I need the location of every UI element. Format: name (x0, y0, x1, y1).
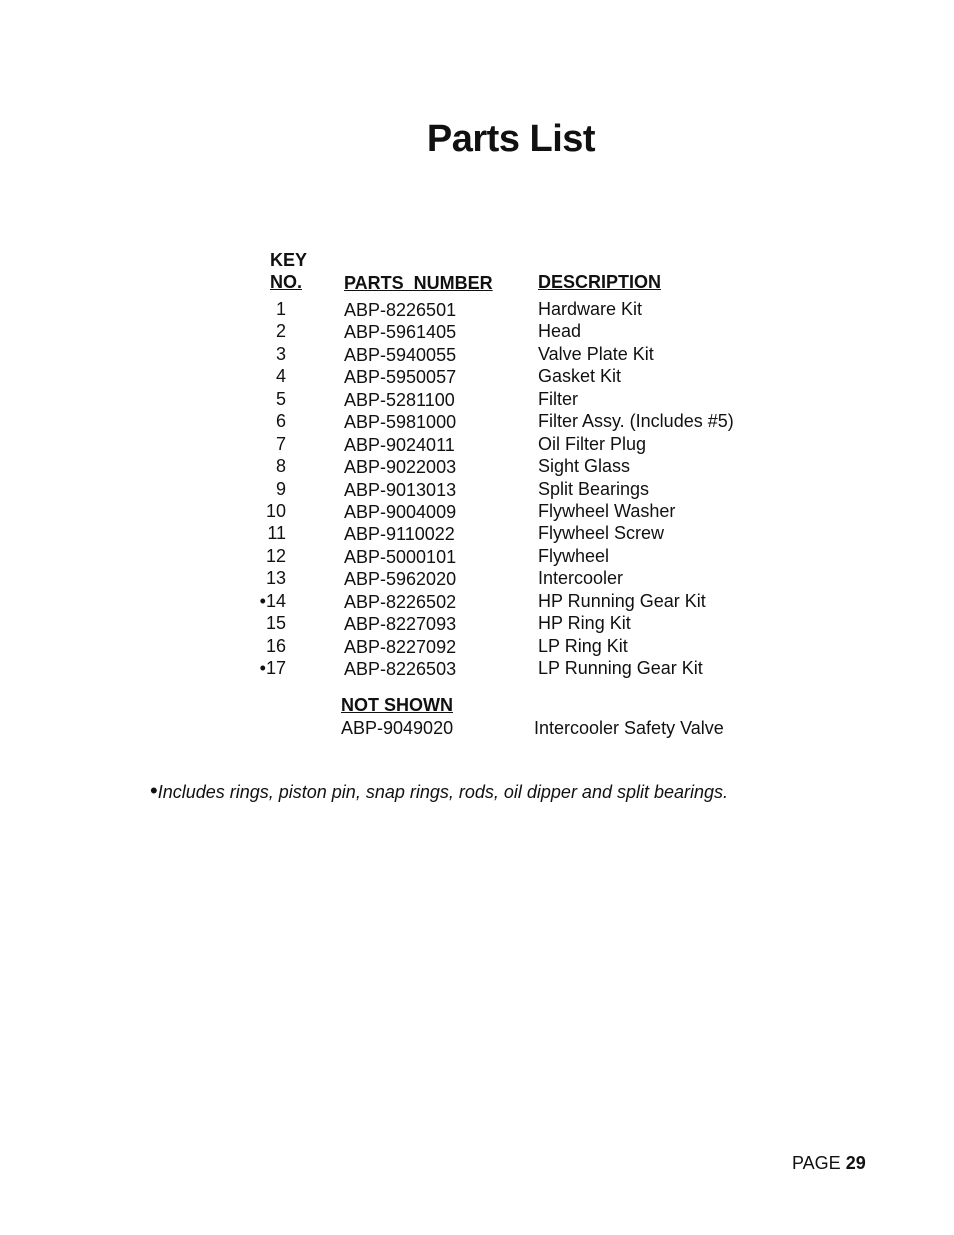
table-row (0, 479, 954, 501)
not-shown-heading: NOT SHOWN (341, 695, 453, 715)
part-number-header: PARTS NUMBER (344, 273, 493, 293)
key-cell: 8 (275, 456, 286, 477)
part-number-cell: ABP-9013013 (344, 479, 457, 500)
not-shown-description: Intercooler Safety Valve (534, 718, 724, 738)
table-row (0, 636, 954, 658)
description-cell: Split Bearings (538, 478, 650, 499)
description-cell: Hardware Kit (538, 299, 643, 319)
table-row (0, 568, 954, 590)
description-cell: HP Running Gear Kit (538, 590, 706, 611)
key-cell: •14 (259, 590, 286, 611)
key-cell: 12 (265, 545, 286, 566)
table-row (0, 523, 954, 545)
key-cell: 10 (265, 500, 286, 521)
part-number-cell: ABP-5281100 (344, 389, 455, 410)
key-no-header (270, 249, 307, 293)
key-cell: •17 (259, 658, 286, 678)
table-row (0, 456, 954, 478)
part-number-cell: ABP-9022003 (344, 457, 457, 478)
description-cell: Flywheel (538, 545, 610, 566)
key-cell: 1 (275, 299, 286, 319)
table-row (0, 434, 954, 456)
not-shown-part-number: ABP-9049020 (341, 718, 454, 738)
footnote-text: Includes rings, piston pin, snap rings, rods, oil dipper and split bearings. (157, 782, 729, 802)
key-cell: 2 (275, 321, 286, 342)
part-number-cell: ABP-8226503 (344, 659, 457, 679)
table-row (0, 321, 954, 343)
part-number-cell: ABP-5962020 (344, 569, 457, 590)
description-cell: Head (538, 321, 582, 342)
table-row (0, 613, 954, 635)
description-cell: Oil Filter Plug (538, 433, 647, 454)
part-number-cell: ABP-9024011 (344, 434, 455, 455)
table-row (0, 658, 954, 680)
description-cell: Flywheel Washer (538, 500, 676, 521)
description-cell: Filter Assy. (Includes #5) (538, 411, 734, 432)
key-cell: 3 (275, 343, 286, 364)
key-cell: 9 (275, 478, 286, 499)
key-cell: 6 (275, 411, 286, 432)
part-number-cell: ABP-9110022 (344, 524, 455, 545)
part-number-cell: ABP-5940055 (344, 344, 457, 365)
key-cell: 16 (265, 635, 286, 656)
description-cell: Filter (538, 388, 578, 409)
description-cell: LP Ring Kit (538, 635, 628, 656)
page-title: Parts List (426, 118, 596, 160)
description-cell: Valve Plate Kit (538, 343, 654, 364)
page-label: PAGE (792, 1153, 841, 1173)
key-cell: 11 (267, 523, 286, 544)
table-row (0, 389, 954, 411)
table-row (0, 546, 954, 568)
footnote-bullet: • (150, 778, 158, 803)
key-cell: 4 (275, 366, 286, 387)
part-number-cell: ABP-5981000 (344, 412, 457, 433)
table-row (0, 591, 954, 613)
part-number-cell: ABP-9004009 (344, 501, 457, 522)
table-row (0, 411, 954, 433)
part-number-cell: ABP-8227092 (344, 636, 457, 657)
description-cell: Gasket Kit (538, 366, 622, 387)
part-number-cell: ABP-8227093 (344, 614, 457, 635)
description-cell: Intercooler (538, 568, 624, 589)
parts-table (0, 299, 954, 680)
description-cell: Flywheel Screw (538, 523, 665, 544)
key-cell: 13 (265, 568, 286, 589)
part-number-cell: ABP-5961405 (344, 322, 457, 343)
key-cell: 15 (265, 613, 286, 634)
part-number-cell: ABP-8226501 (344, 300, 457, 320)
key-cell: 5 (275, 388, 286, 409)
table-row (0, 366, 954, 388)
part-number-cell: ABP-5950057 (344, 367, 457, 388)
page-number (792, 1153, 866, 1174)
table-row (0, 344, 954, 366)
key-header-line2: NO. (270, 272, 303, 292)
key-cell: 7 (275, 433, 286, 454)
part-number-cell: ABP-8226502 (344, 591, 457, 612)
table-row (0, 299, 954, 321)
description-header: DESCRIPTION (538, 272, 662, 292)
table-row (0, 501, 954, 523)
description-cell: HP Ring Kit (538, 613, 631, 634)
footnote (150, 778, 728, 804)
key-header-line1: KEY (270, 250, 308, 270)
description-cell: LP Running Gear Kit (538, 658, 703, 678)
part-number-cell: ABP-5000101 (344, 546, 457, 567)
description-cell: Sight Glass (538, 456, 631, 477)
page-number-value: 29 (845, 1153, 866, 1173)
